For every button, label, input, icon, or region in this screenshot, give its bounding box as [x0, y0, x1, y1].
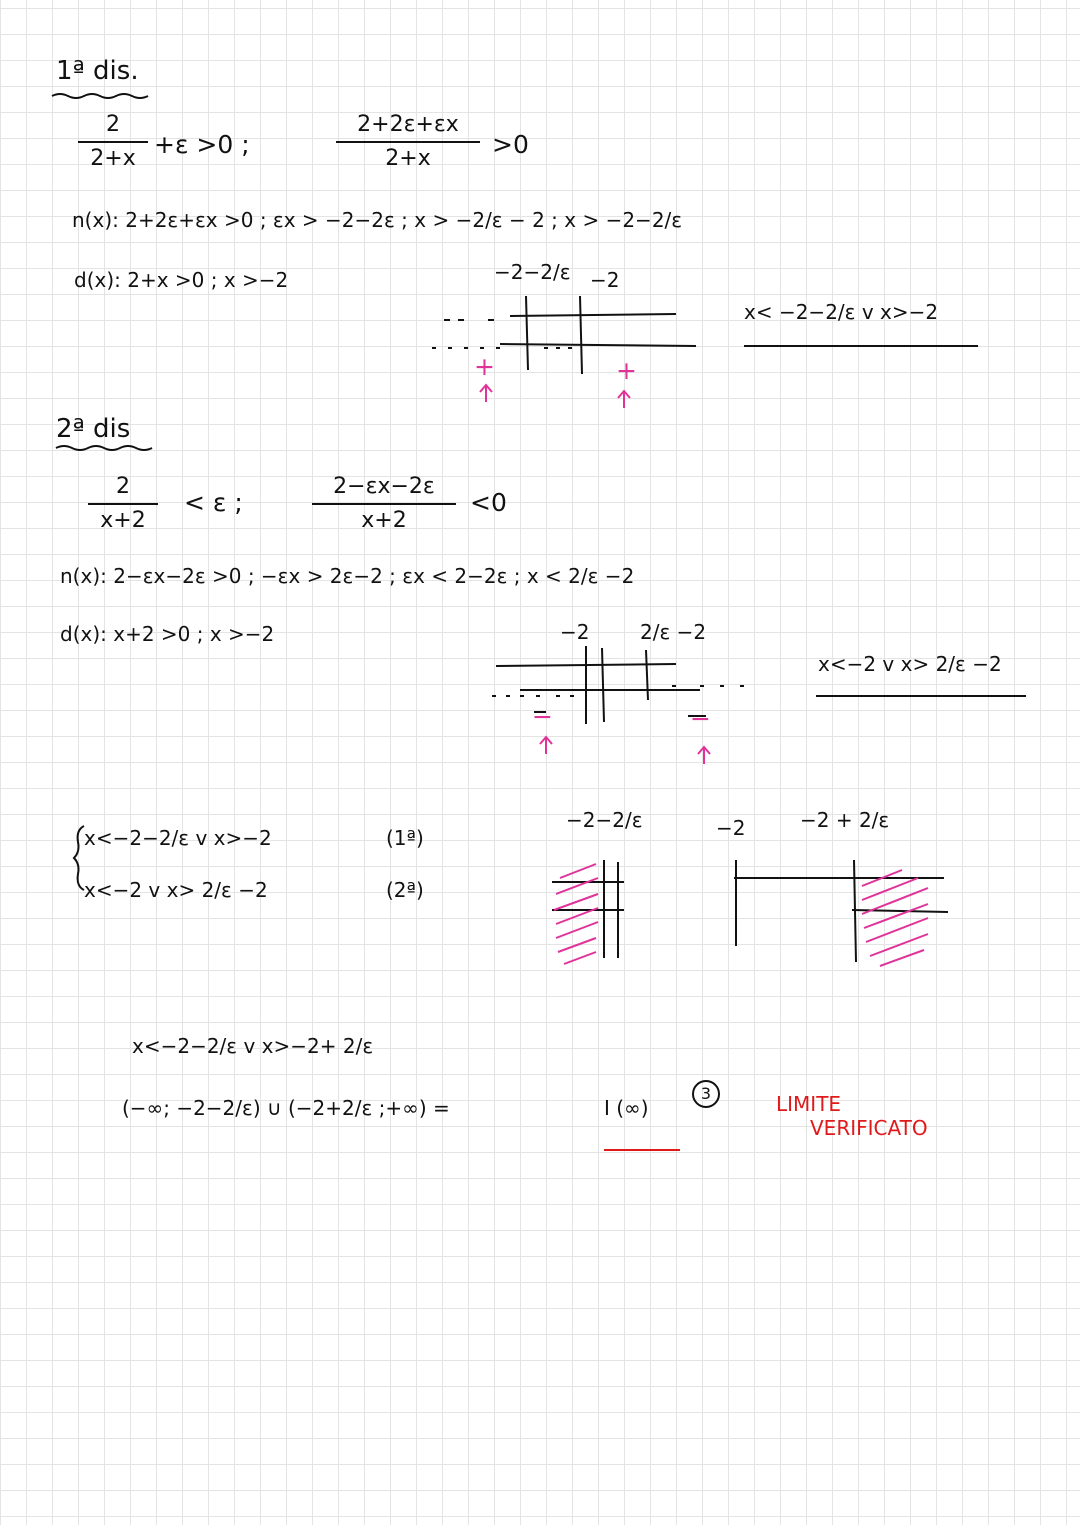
system-label-c: −2 + 2/ε — [800, 808, 890, 832]
fraction-denominator: 2+x — [336, 141, 480, 170]
section2-sign-minus-b: − — [690, 704, 711, 733]
section1-result: x< −2−2/ε v x>−2 — [744, 300, 939, 324]
section2-result: x<−2 v x> 2/ε −2 — [818, 652, 1002, 676]
heading-underline-1 — [52, 94, 148, 98]
section1-numerator-study: n(x): 2+2ε+εx >0 ; εx > −2−2ε ; x > −2/ε − 2 ; x > −2−2/ε — [72, 208, 683, 232]
conclusion-interval: (−∞; −2−2/ε) ∪ (−2+2/ε ;+∞) = — [122, 1096, 450, 1120]
section2-sign-label-a: −2 — [560, 620, 590, 644]
fraction-denominator: x+2 — [88, 503, 158, 532]
section1-gt-zero: >0 — [492, 130, 529, 159]
section2-sign-chart — [492, 646, 744, 724]
fraction-numerator: 2−εx−2ε — [333, 474, 435, 499]
conclusion-neighbourhood: I (∞) — [604, 1096, 649, 1120]
section1-sign-label-b: −2 — [590, 268, 620, 292]
section2-lt-zero: <0 — [470, 488, 507, 517]
verdict-line-2: VERIFICATO — [810, 1116, 928, 1140]
fraction-denominator: 2+x — [78, 141, 148, 170]
section2-numerator-study: n(x): 2−εx−2ε >0 ; −εx > 2ε−2 ; εx < 2−2ε ; x < 2/ε −2 — [60, 564, 635, 588]
section2-heading: 2ª dis — [56, 414, 131, 444]
system-tag-1: (1ª) — [386, 826, 424, 850]
section1-denominator-study: d(x): 2+x >0 ; x >−2 — [74, 268, 289, 292]
fraction-numerator: 2+2ε+εx — [357, 112, 459, 137]
system-label-b: −2 — [716, 816, 746, 840]
section2-inequality: < ε ; — [184, 488, 243, 517]
section1-sign-plus-b: + — [616, 356, 637, 385]
system-line-2: x<−2 v x> 2/ε −2 — [84, 878, 268, 902]
conclusion-inequality: x<−2−2/ε v x>−2+ 2/ε — [132, 1034, 374, 1058]
system-label-a: −2−2/ε — [566, 808, 643, 832]
fraction-denominator: x+2 — [312, 503, 456, 532]
verdict-line-1: LIMITE — [776, 1092, 842, 1116]
fraction-numerator: 2 — [116, 474, 130, 499]
section2-sign-label-b: 2/ε −2 — [640, 620, 707, 644]
fraction-numerator: 2 — [106, 112, 120, 137]
system-hatching-right — [862, 870, 928, 966]
system-brace — [74, 826, 84, 890]
system-line-1: x<−2−2/ε v x>−2 — [84, 826, 272, 850]
heading-underline-2 — [56, 446, 152, 450]
circled-number-text: 3 — [700, 1084, 712, 1103]
section2-sign-minus-a: − — [532, 702, 553, 731]
section1-sign-plus-a: + — [474, 352, 495, 381]
system-tag-2: (2ª) — [386, 878, 424, 902]
section1-arrows — [480, 385, 630, 408]
section1-inequality: +ε >0 ; — [154, 130, 250, 159]
section1-heading: 1ª dis. — [56, 56, 139, 86]
section2-arrows — [540, 737, 710, 764]
section1-sign-chart — [432, 296, 696, 374]
system-hatching-left — [554, 864, 598, 964]
section2-denominator-study: d(x): x+2 >0 ; x >−2 — [60, 622, 275, 646]
section1-sign-label-a: −2−2/ε — [494, 260, 571, 284]
